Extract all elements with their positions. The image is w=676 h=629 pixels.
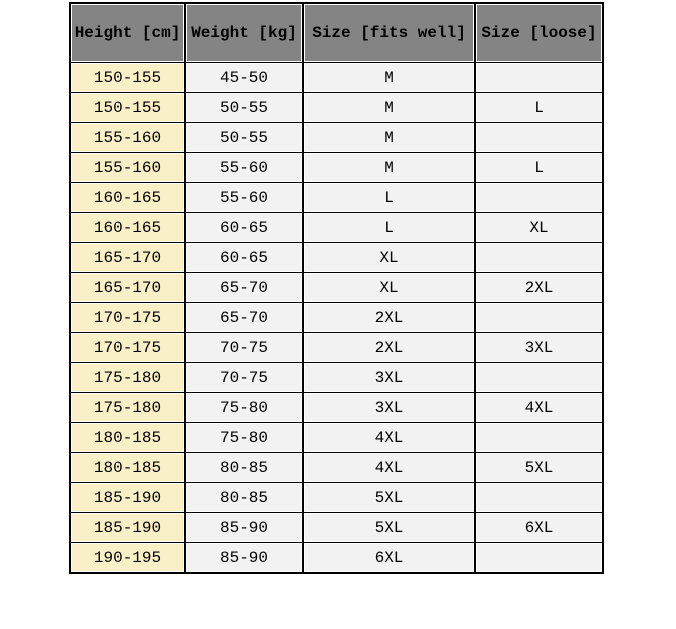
weight-cell: 55-60 <box>185 153 303 183</box>
column-header-size-fit: Size [fits well] <box>303 3 475 63</box>
weight-cell: 50-55 <box>185 93 303 123</box>
size-loose-cell <box>475 123 603 153</box>
height-cell: 150-155 <box>70 63 185 93</box>
weight-cell: 60-65 <box>185 243 303 273</box>
table-row <box>70 513 603 543</box>
table-row <box>70 153 603 183</box>
size-loose-cell: 5XL <box>475 453 603 483</box>
header-row <box>70 3 603 63</box>
table-row <box>70 333 603 363</box>
size-fit-cell: 3XL <box>303 363 475 393</box>
table-row <box>70 273 603 303</box>
column-header-weight: Weight [kg] <box>185 3 303 63</box>
size-loose-cell <box>475 543 603 574</box>
weight-cell: 65-70 <box>185 303 303 333</box>
height-cell: 175-180 <box>70 393 185 423</box>
table-row <box>70 243 603 273</box>
size-fit-cell: XL <box>303 243 475 273</box>
size-loose-cell <box>475 483 603 513</box>
height-cell: 190-195 <box>70 543 185 574</box>
size-fit-cell: 5XL <box>303 483 475 513</box>
size-loose-cell <box>475 423 603 453</box>
size-loose-cell: 3XL <box>475 333 603 363</box>
height-cell: 185-190 <box>70 513 185 543</box>
size-loose-cell <box>475 363 603 393</box>
size-loose-cell: 6XL <box>475 513 603 543</box>
size-fit-cell: 4XL <box>303 423 475 453</box>
size-fit-cell: 2XL <box>303 333 475 363</box>
size-fit-cell: XL <box>303 273 475 303</box>
size-fit-cell: M <box>303 153 475 183</box>
size-fit-cell: 4XL <box>303 453 475 483</box>
weight-cell: 80-85 <box>185 483 303 513</box>
weight-cell: 85-90 <box>185 513 303 543</box>
height-cell: 160-165 <box>70 213 185 243</box>
size-loose-cell: L <box>475 93 603 123</box>
size-loose-cell: 2XL <box>475 273 603 303</box>
size-fit-cell: 5XL <box>303 513 475 543</box>
size-fit-cell: M <box>303 63 475 93</box>
height-cell: 180-185 <box>70 453 185 483</box>
size-fit-cell: M <box>303 93 475 123</box>
size-loose-cell: XL <box>475 213 603 243</box>
size-loose-cell: L <box>475 153 603 183</box>
weight-cell: 70-75 <box>185 363 303 393</box>
height-cell: 165-170 <box>70 273 185 303</box>
weight-cell: 75-80 <box>185 423 303 453</box>
table-row <box>70 123 603 153</box>
size-chart-body <box>70 63 603 574</box>
table-row <box>70 483 603 513</box>
height-cell: 150-155 <box>70 93 185 123</box>
weight-cell: 50-55 <box>185 123 303 153</box>
weight-cell: 55-60 <box>185 183 303 213</box>
size-fit-cell: L <box>303 213 475 243</box>
size-loose-cell <box>475 63 603 93</box>
size-loose-cell <box>475 243 603 273</box>
table-row <box>70 423 603 453</box>
height-cell: 185-190 <box>70 483 185 513</box>
weight-cell: 60-65 <box>185 213 303 243</box>
height-cell: 170-175 <box>70 333 185 363</box>
table-row <box>70 93 603 123</box>
weight-cell: 80-85 <box>185 453 303 483</box>
height-cell: 155-160 <box>70 153 185 183</box>
size-loose-cell <box>475 183 603 213</box>
table-row <box>70 453 603 483</box>
table-row <box>70 303 603 333</box>
table-row <box>70 63 603 93</box>
weight-cell: 65-70 <box>185 273 303 303</box>
weight-cell: 45-50 <box>185 63 303 93</box>
weight-cell: 70-75 <box>185 333 303 363</box>
height-cell: 175-180 <box>70 363 185 393</box>
size-chart-header <box>70 3 603 63</box>
height-cell: 170-175 <box>70 303 185 333</box>
weight-cell: 75-80 <box>185 393 303 423</box>
size-chart-table <box>69 2 604 574</box>
size-loose-cell: 4XL <box>475 393 603 423</box>
height-cell: 160-165 <box>70 183 185 213</box>
size-fit-cell: 2XL <box>303 303 475 333</box>
height-cell: 165-170 <box>70 243 185 273</box>
size-fit-cell: L <box>303 183 475 213</box>
table-row <box>70 213 603 243</box>
size-fit-cell: M <box>303 123 475 153</box>
height-cell: 180-185 <box>70 423 185 453</box>
table-row <box>70 363 603 393</box>
weight-cell: 85-90 <box>185 543 303 574</box>
size-fit-cell: 6XL <box>303 543 475 574</box>
column-header-height: Height [cm] <box>70 3 185 63</box>
size-fit-cell: 3XL <box>303 393 475 423</box>
table-row <box>70 543 603 574</box>
height-cell: 155-160 <box>70 123 185 153</box>
column-header-size-loose: Size [loose] <box>475 3 603 63</box>
table-row <box>70 183 603 213</box>
size-loose-cell <box>475 303 603 333</box>
table-row <box>70 393 603 423</box>
